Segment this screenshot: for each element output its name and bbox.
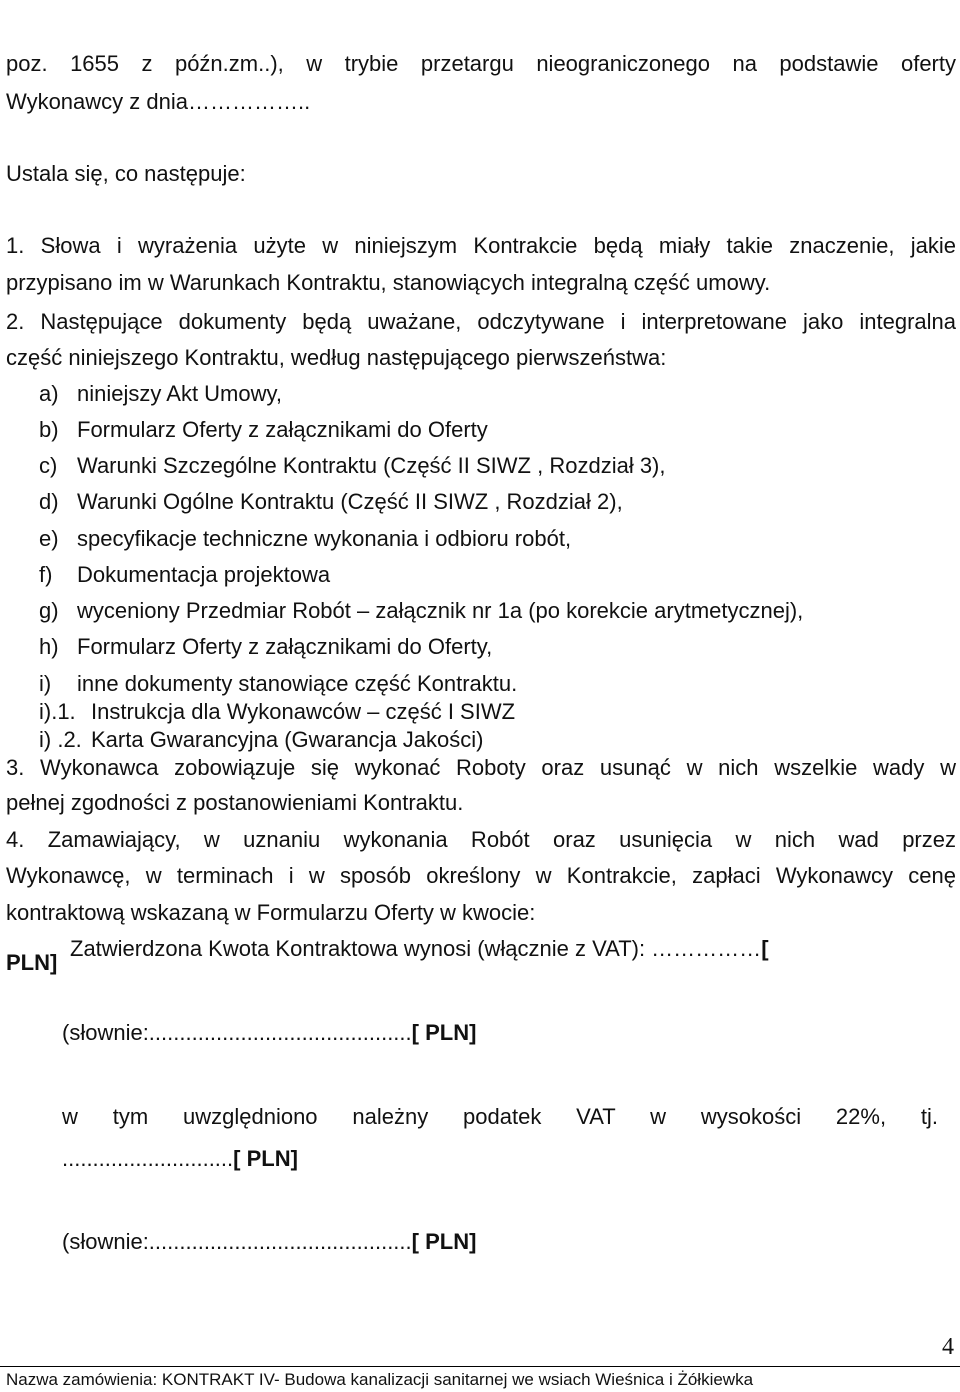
sub-list-item-text: Karta Gwarancyjna (Gwarancja Jakości) — [91, 727, 484, 752]
list-item — [39, 489, 623, 515]
paragraph-1-line-2: przypisano im w Warunkach Kontraktu, stanowiących integralną część umowy. — [6, 270, 771, 295]
list-item-text: Warunki Ogólne Kontraktu (Część II SIWZ , Rozdział 2), — [77, 489, 623, 514]
list-item — [39, 381, 282, 407]
sub-list-item — [39, 700, 515, 724]
paragraph-4-line-1: 4. Zamawiający, w uznaniu wykonania Robót oraz usunięcia w nich wad przez — [6, 827, 956, 852]
paragraph-3-line-1: 3. Wykonawca zobowiązuje się wykonać Roboty oraz usunąć w nich wszelkie wady w — [6, 755, 956, 780]
sub-list-item-text: Instrukcja dla Wykonawców – część I SIWZ — [91, 699, 516, 724]
contract-amount-unit: PLN] — [6, 950, 58, 975]
paragraph-1-line-1: 1. Słowa i wyrażenia użyte w niniejszym Kontrakcie będą miały takie znaczenie, jakie — [6, 233, 956, 258]
paragraph-4-line-3: kontraktową wskazaną w Formularzu Oferty w kwocie: — [6, 900, 536, 925]
vat-amount-unit: [ PLN] — [233, 1146, 298, 1171]
list-item — [39, 598, 803, 624]
section-heading: Ustala się, co następuje: — [6, 161, 246, 186]
vat-line: w tym uwzględniono należny podatek VAT w wysokości 22%, tj. — [62, 1104, 938, 1129]
list-item-label: e) — [39, 526, 59, 551]
list-item-text: wyceniony Przedmiar Robót – załącznik nr 1a (po korekcie arytmetycznej), — [77, 598, 804, 623]
list-item-label: a) — [39, 381, 59, 406]
vat-amount-line — [62, 1146, 298, 1172]
list-item-text: Formularz Oferty z załącznikami do Oferty, — [77, 634, 493, 659]
amount-in-words-1-text: (słownie:........................................... — [62, 1020, 412, 1045]
list-item-text: Warunki Szczególne Kontraktu (Część II SIWZ , Rozdział 3), — [77, 453, 666, 478]
list-item-label: d) — [39, 489, 59, 514]
list-item-label: h) — [39, 634, 59, 659]
amount-in-words-2 — [62, 1229, 476, 1255]
amount-in-words-2-unit: [ PLN] — [411, 1229, 477, 1254]
list-item-label: g) — [39, 598, 59, 623]
paragraph-4-line-2: Wykonawcę, w terminach i w sposób określony w Kontrakcie, zapłaci Wykonawcy cenę — [6, 863, 956, 888]
intro-line-2: Wykonawcy z dnia…………….. — [6, 89, 311, 114]
intro-line-1: poz. 1655 z późn.zm..), w trybie przetargu nieograniczonego na podstawie oferty — [6, 51, 956, 76]
amount-in-words-1-unit: [ PLN] — [411, 1020, 477, 1045]
page-number: 4 — [942, 1334, 954, 1360]
vat-amount-dots: ............................ — [62, 1146, 234, 1171]
paragraph-2-line-2: część niniejszego Kontraktu, według następującego pierwszeństwa: — [6, 345, 667, 370]
list-item-text: specyfikacje techniczne wykonania i odbioru robót, — [77, 526, 572, 551]
list-item — [39, 453, 666, 479]
sub-list-item-label: i) .2. — [39, 727, 82, 752]
amount-in-words-2-text: (słownie:........................................... — [62, 1229, 412, 1254]
contract-amount-text: Zatwierdzona Kwota Kontraktowa wynosi (włącznie z VAT): …………… — [70, 936, 762, 961]
list-item-label: b) — [39, 417, 59, 442]
list-item-label: c) — [39, 453, 58, 478]
amount-in-words-1 — [62, 1020, 476, 1046]
sub-list-item-label: i).1. — [39, 699, 76, 724]
paragraph-2-line-1: 2. Następujące dokumenty będą uważane, odczytywane i interpretowane jako integralna — [6, 309, 956, 334]
footer-divider — [0, 1366, 960, 1367]
list-item-text: inne dokumenty stanowiące część Kontraktu. — [77, 671, 518, 696]
list-item — [39, 562, 330, 588]
list-item-text: Formularz Oferty z załącznikami do Oferty — [77, 417, 488, 442]
list-item-text: niniejszy Akt Umowy, — [77, 381, 282, 406]
list-item-text: Dokumentacja projektowa — [77, 562, 331, 587]
list-item-label: i) — [39, 671, 52, 696]
list-item — [39, 634, 492, 660]
footer-text: Nazwa zamówienia: KONTRAKT IV- Budowa kanalizacji sanitarnej we wsiach Wieśnica i Żółkiewka — [6, 1370, 754, 1389]
list-item — [39, 526, 571, 552]
list-item — [39, 671, 517, 697]
list-item-label: f) — [39, 562, 53, 587]
list-item — [39, 417, 488, 443]
paragraph-3-line-2: pełnej zgodności z postanowieniami Kontraktu. — [6, 790, 464, 815]
contract-amount-line — [70, 936, 769, 962]
sub-list-item — [39, 728, 483, 752]
contract-amount-bracket: [ — [761, 936, 769, 961]
